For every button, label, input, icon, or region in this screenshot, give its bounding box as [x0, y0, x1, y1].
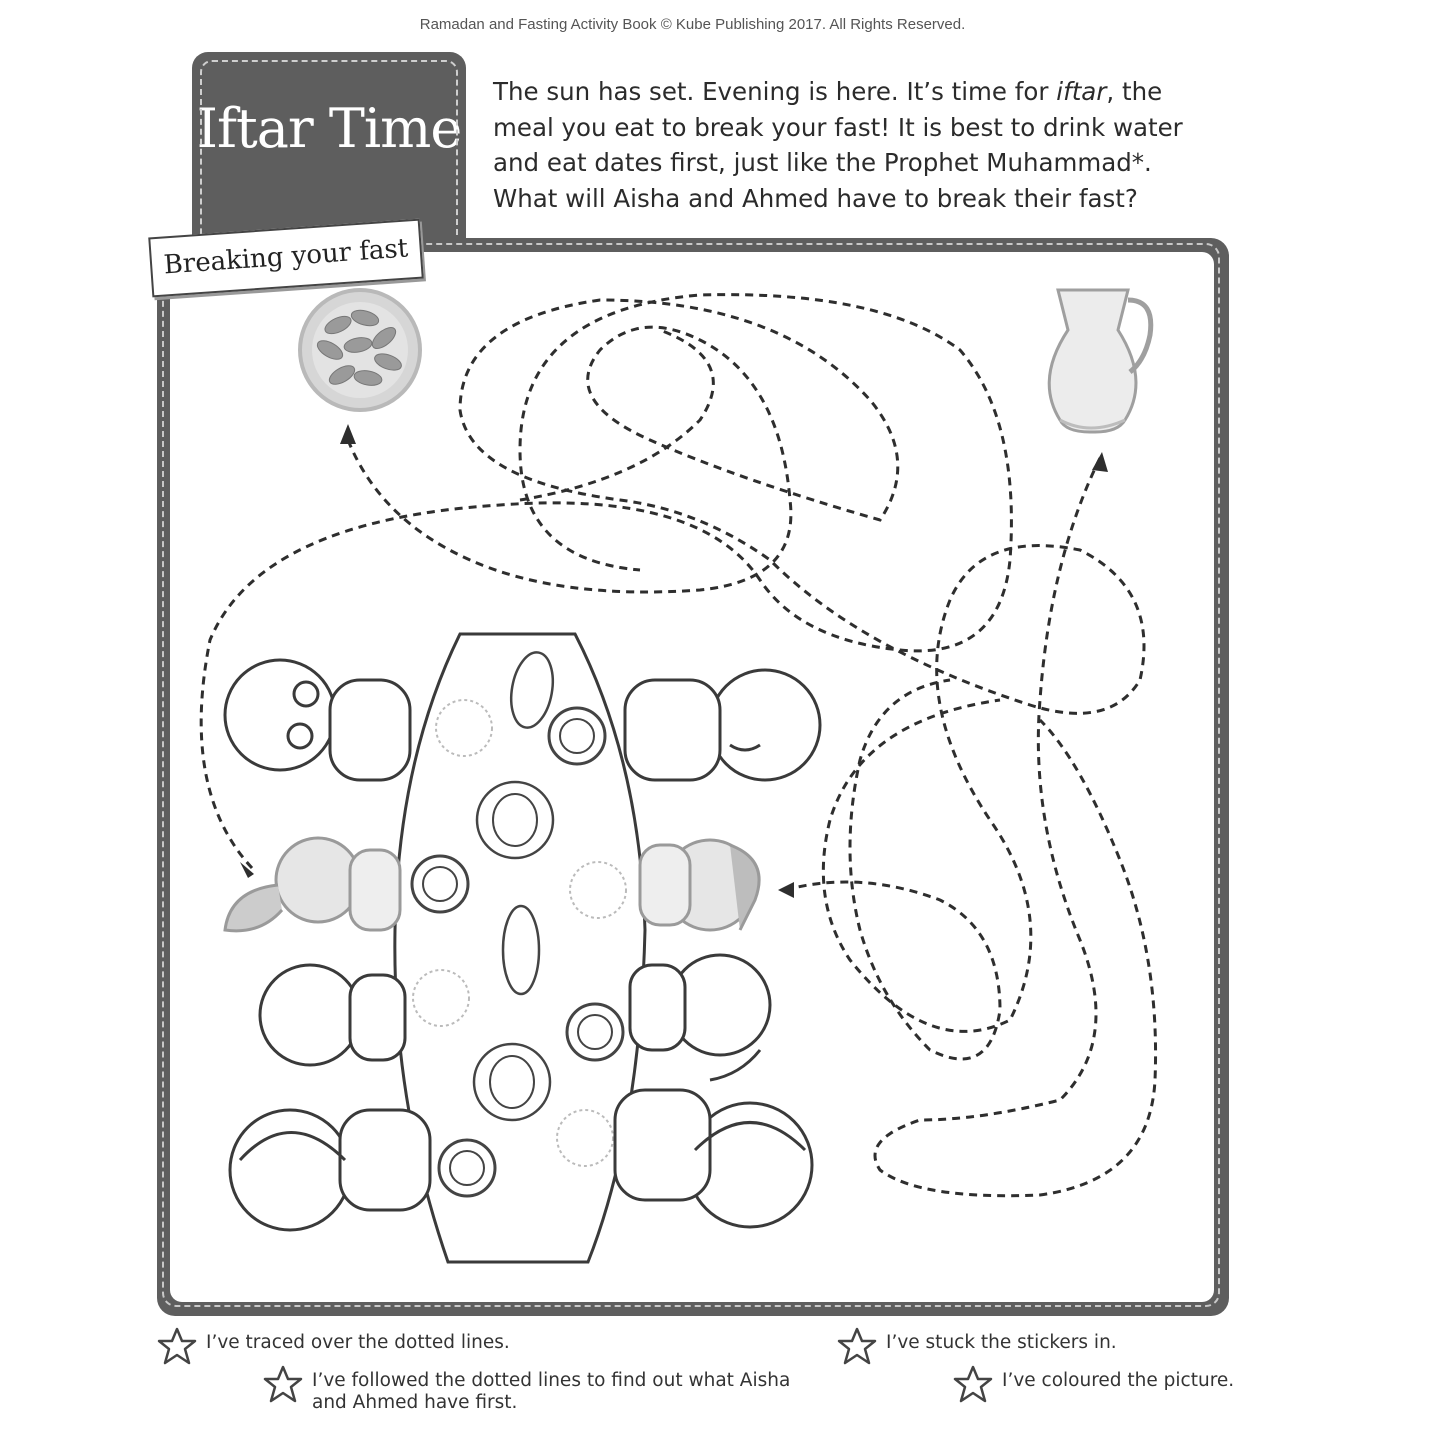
star-checkbox-icon[interactable]: [952, 1364, 994, 1404]
subtitle-text: Breaking your fast: [162, 233, 410, 281]
intro-text-1: The sun has set. Evening is here. It’s time for: [493, 77, 1057, 106]
checklist-item[interactable]: [836, 1326, 1266, 1366]
path-arrows: [240, 424, 1108, 898]
copyright-line: Ramadan and Fasting Activity Book © Kube Publishing 2017. All Rights Reserved.: [419, 16, 966, 33]
checklist-item[interactable]: [156, 1326, 766, 1366]
ahmed-figure: [640, 840, 759, 930]
girl-figure: [630, 955, 770, 1080]
mother-figure: [230, 1110, 430, 1230]
star-checkbox-icon[interactable]: [262, 1364, 304, 1404]
checklist-label: I’ve followed the dotted lines to find out what Aisha and Ahmed have first.: [312, 1370, 791, 1413]
dates-bowl-icon: [300, 290, 420, 410]
page-title: Iftar Time: [196, 97, 462, 160]
grandmother-figure: [615, 1090, 812, 1227]
star-checkbox-icon[interactable]: [836, 1326, 878, 1366]
checklist-label: I’ve stuck the stickers in.: [886, 1332, 1117, 1353]
boy-figure: [260, 965, 405, 1065]
iftar-table: [395, 634, 645, 1262]
grandfather-figure: [625, 670, 820, 780]
star-checkbox-icon[interactable]: [156, 1326, 198, 1366]
checklist-label: I’ve coloured the picture.: [1002, 1370, 1235, 1391]
intro-text-2: , the meal you eat to break your fast! It is best to drink water and eat dates first, just like the Prophet Muhammad*. What will Aisha and Ahmed have to break their fast?: [493, 77, 1183, 213]
checklist-item[interactable]: [952, 1364, 1302, 1404]
intro-emphasis: iftar: [1056, 77, 1107, 106]
aisha-figure: [225, 838, 400, 931]
checklist-label: I’ve traced over the dotted lines.: [206, 1332, 510, 1353]
father-figure: [225, 660, 410, 780]
checklist-item[interactable]: [262, 1364, 792, 1414]
water-jug-icon: [1049, 290, 1151, 432]
